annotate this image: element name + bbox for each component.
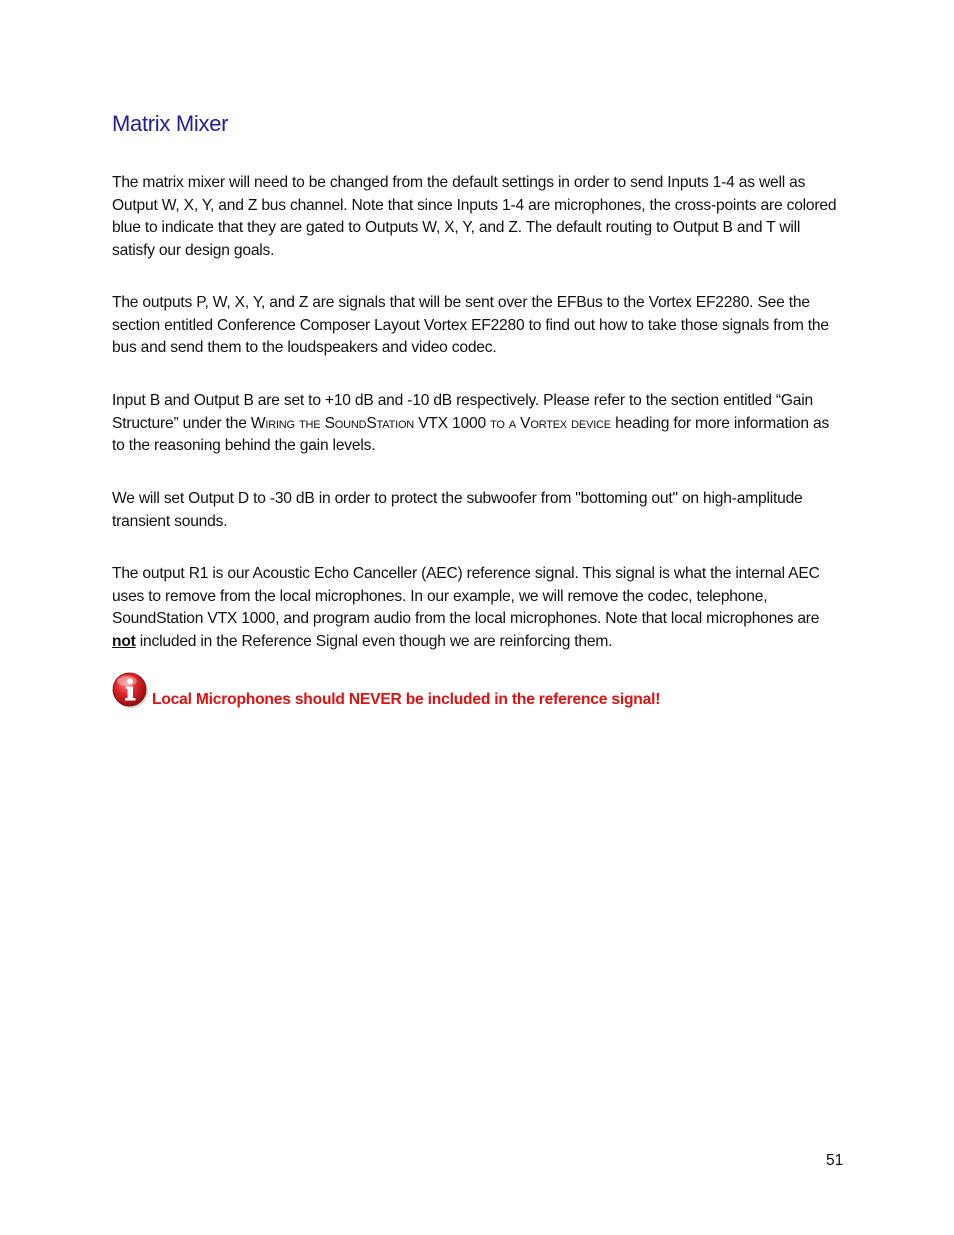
paragraph-efbus-outputs: The outputs P, W, X, Y, and Z are signals that will be sent over the EFBus to the Vortex EF2280. See the section entitled Conference Composer Layout Vortex EF2280 to find out how to take those signals from the bus and send them to the loudspeakers and video codec. [112, 294, 829, 357]
paragraph-subwoofer: We will set Output D to -30 dB in order to protect the subwoofer from "bottoming out" on high-amplitude transient sounds. [112, 490, 803, 530]
text-run: Input B and Output B are set to +10 dB and -10 dB respectively. Please refer to the section entitled “Gain Structure” under the [112, 392, 814, 432]
text-run: heading for more information as to the reasoning behind the gain levels. [112, 414, 830, 455]
text-run: The output R1 is our Acoustic Echo Canceller (AEC) reference signal. This signal is what the internal AEC uses to remove from the local microphones. In our example, we will remove the codec, telephone, SoundStation VTX 1000, and program audio from the local microphones. Note that local microphones are [112, 565, 820, 628]
warning-note [112, 672, 840, 712]
small-caps-run: Wiring the SoundStation [250, 414, 415, 432]
text-run: VTX 1000 [414, 414, 491, 432]
paragraph-matrix-mixer-settings: The matrix mixer will need to be changed from the default settings in order to send Inputs 1-4 as well as Output W, X, Y, and Z bus channel. Note that since Inputs 1-4 are microphones, the cross-points are colored blue to indicate that they are gated to Outputs W, X, Y, and Z. The default routing to Output B and T will satisfy our design goals. [112, 174, 837, 259]
page-number: 51 [826, 1152, 844, 1169]
paragraph-gain-levels [112, 390, 840, 458]
section-heading: Matrix Mixer [112, 111, 229, 136]
info-icon [112, 672, 149, 709]
paragraph-aec-reference [112, 563, 840, 653]
emphasis-not: not [112, 632, 136, 650]
warning-text: Local Microphones should NEVER be included in the reference signal! [152, 691, 661, 708]
small-caps-run: to a Vortex device [490, 414, 611, 432]
text-run: included in the Reference Signal even though we are reinforcing them. [135, 632, 613, 650]
